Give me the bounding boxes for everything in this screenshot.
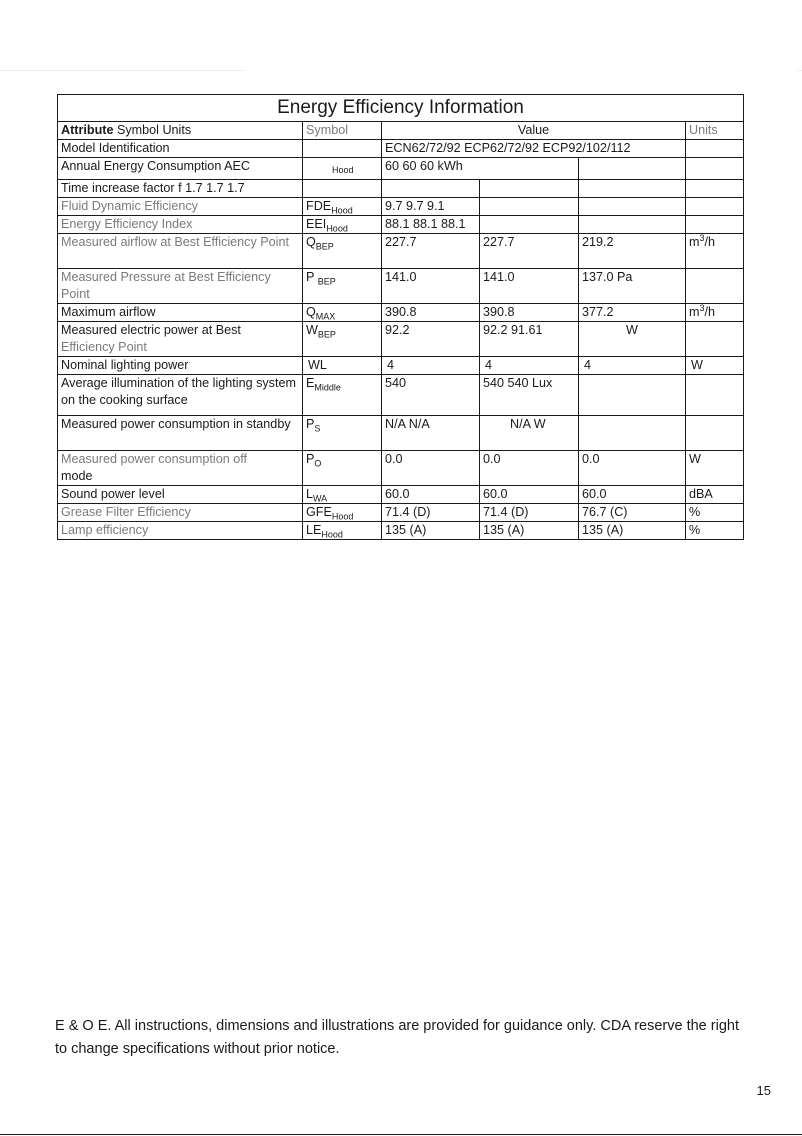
symbol-base: GFE xyxy=(306,505,332,519)
symbol-subscript: Hood xyxy=(332,165,354,175)
row-unit xyxy=(686,216,744,234)
row-value: 60.0 xyxy=(480,486,579,504)
unit-tail: /h xyxy=(704,305,716,319)
top-divider-right xyxy=(798,70,802,71)
table-row xyxy=(58,486,744,504)
row-unit xyxy=(686,269,744,304)
symbol-subscript: Hood xyxy=(321,529,343,540)
row-label: Maximum airflow xyxy=(58,304,303,322)
symbol-subscript: Hood xyxy=(326,223,348,234)
row-value: 390.8 xyxy=(382,304,480,322)
row-symbol xyxy=(303,234,382,269)
disclaimer-text: E & O E. All instructions, dimensions and illustrations are provided for guidance only. CDA reserve the right to change specifications without prior notice. xyxy=(55,1018,739,1057)
row-symbol xyxy=(303,322,382,357)
row-unit xyxy=(686,140,744,158)
symbol-subscript: Middle xyxy=(314,382,341,393)
row-value xyxy=(579,198,686,216)
table-row xyxy=(58,216,744,234)
header-attribute xyxy=(58,122,303,140)
row-label: Measured Pressure at Best Efficiency Point xyxy=(58,269,303,304)
row-symbol xyxy=(303,216,382,234)
row-value: 92.2 91.61 xyxy=(480,322,579,357)
row-symbol xyxy=(303,522,382,540)
row-label xyxy=(58,451,303,486)
row-unit: W xyxy=(686,357,744,375)
row-value: 141.0 xyxy=(382,269,480,304)
row-unit: % xyxy=(686,522,744,540)
label-line-1: Measured electric power at Best xyxy=(61,323,241,337)
header-attribute-rest: Symbol Units xyxy=(116,123,192,137)
model-ids: ECN62/72/92 ECP62/72/92 ECP92/102/112 xyxy=(385,141,631,155)
row-label: Annual Energy Consumption AEC xyxy=(58,158,303,180)
row-value: 92.2 xyxy=(382,322,480,357)
row-symbol xyxy=(303,504,382,522)
table-row xyxy=(58,522,744,540)
row-symbol xyxy=(303,486,382,504)
row-value: W xyxy=(579,322,686,357)
row-label: Model Identification xyxy=(58,140,303,158)
row-value xyxy=(579,180,686,198)
row-value xyxy=(480,180,579,198)
symbol-base: Q xyxy=(306,305,316,319)
row-value: N/A W xyxy=(480,416,579,451)
row-label: Sound power level xyxy=(58,486,303,504)
row-value: 137.0 Pa xyxy=(579,269,686,304)
table-row xyxy=(58,140,744,158)
table-header-row xyxy=(58,122,744,140)
row-value: 135 (A) xyxy=(579,522,686,540)
row-value: 76.7 (C) xyxy=(579,504,686,522)
table-row xyxy=(58,158,744,180)
unit-base: m xyxy=(689,305,700,319)
symbol-base: W xyxy=(306,323,318,337)
table-row xyxy=(58,375,744,416)
table-row xyxy=(58,451,744,486)
row-label: Lamp efficiency xyxy=(58,522,303,540)
row-value: 60.0 xyxy=(579,486,686,504)
row-symbol xyxy=(303,304,382,322)
row-value: 71.4 (D) xyxy=(480,504,579,522)
row-value xyxy=(382,140,686,158)
row-unit: dBA xyxy=(686,486,744,504)
row-value: 0.0 xyxy=(579,451,686,486)
symbol-subscript: MAX xyxy=(315,311,336,322)
symbol-base: P xyxy=(306,417,315,431)
row-value: 540 xyxy=(382,375,480,416)
header-value: Value xyxy=(382,122,686,140)
table-row xyxy=(58,504,744,522)
row-value: 390.8 xyxy=(480,304,579,322)
row-value: 135 (A) xyxy=(382,522,480,540)
symbol-base: EEI xyxy=(306,217,327,231)
table-row xyxy=(58,416,744,451)
row-value: 71.4 (D) xyxy=(382,504,480,522)
row-symbol xyxy=(303,180,382,198)
row-value xyxy=(579,216,686,234)
row-value: 377.2 xyxy=(579,304,686,322)
row-unit xyxy=(686,416,744,451)
row-label: Measured power consumption in standby xyxy=(58,416,303,451)
row-value xyxy=(579,375,686,416)
row-symbol xyxy=(303,140,382,158)
row-unit xyxy=(686,375,744,416)
row-symbol xyxy=(303,158,382,180)
table-row xyxy=(58,234,744,269)
symbol-subscript: BEP xyxy=(317,276,336,287)
unit-superscript: 3 xyxy=(699,233,705,243)
row-value: 141.0 xyxy=(480,269,579,304)
symbol-subscript: O xyxy=(314,458,322,469)
row-value: 4 xyxy=(480,357,579,375)
symbol-base: P xyxy=(306,270,315,284)
symbol-subscript: BEP xyxy=(315,241,334,252)
symbol-base: Q xyxy=(306,235,316,249)
unit-base: m xyxy=(689,235,700,249)
row-value: N/A N/A xyxy=(382,416,480,451)
row-symbol xyxy=(303,375,382,416)
energy-efficiency-table xyxy=(57,94,744,540)
row-value xyxy=(579,416,686,451)
row-symbol: WL xyxy=(303,357,382,375)
row-value xyxy=(579,158,686,180)
table-row xyxy=(58,304,744,322)
row-unit xyxy=(686,180,744,198)
row-unit xyxy=(686,304,744,322)
table-title: Energy Efficiency Information xyxy=(58,95,744,122)
row-label: Time increase factor f 1.7 1.7 1.7 xyxy=(58,180,303,198)
row-label: Energy Efficiency Index xyxy=(58,216,303,234)
symbol-subscript: Hood xyxy=(331,205,353,216)
symbol-base: L xyxy=(306,487,314,501)
row-unit xyxy=(686,322,744,357)
row-label: Average illumination of the lighting system on the cooking surface xyxy=(58,375,303,416)
header-attribute-bold: Attribute xyxy=(61,123,114,137)
symbol-subscript: WA xyxy=(313,493,328,504)
row-label: Nominal lighting power xyxy=(58,357,303,375)
symbol-subscript: S xyxy=(314,423,321,434)
table-row xyxy=(58,269,744,304)
bottom-divider xyxy=(0,1134,802,1135)
row-value: 135 (A) xyxy=(480,522,579,540)
row-value xyxy=(480,198,579,216)
unit-tail: /h xyxy=(704,235,716,249)
row-value xyxy=(480,216,579,234)
label-line-1: Measured power consumption off xyxy=(61,452,247,466)
row-value xyxy=(382,180,480,198)
table-title-row xyxy=(58,95,744,122)
symbol-base: LE xyxy=(306,523,322,537)
row-unit xyxy=(686,158,744,180)
table-row xyxy=(58,198,744,216)
row-unit xyxy=(686,198,744,216)
row-value: 227.7 xyxy=(382,234,480,269)
table-row xyxy=(58,180,744,198)
row-value: 60.0 xyxy=(382,486,480,504)
label-line-2: Efficiency Point xyxy=(61,340,147,354)
header-units: Units xyxy=(686,122,744,140)
table-row xyxy=(58,322,744,357)
row-value: 4 xyxy=(382,357,480,375)
symbol-base: FDE xyxy=(306,199,332,213)
row-unit: % xyxy=(686,504,744,522)
row-label: Measured airflow at Best Efficiency Point xyxy=(58,234,303,269)
row-value: 60 60 60 kWh xyxy=(382,158,579,180)
row-label xyxy=(58,322,303,357)
symbol-base: E xyxy=(306,376,315,390)
row-symbol xyxy=(303,416,382,451)
row-value: 540 540 Lux xyxy=(480,375,579,416)
row-value: 0.0 xyxy=(480,451,579,486)
symbol-base: P xyxy=(306,452,315,466)
page-number: 15 xyxy=(756,1083,771,1098)
row-symbol xyxy=(303,198,382,216)
row-value: 0.0 xyxy=(382,451,480,486)
label-line-2: mode xyxy=(61,469,93,483)
row-value: 9.7 9.7 9.1 xyxy=(382,198,480,216)
row-unit xyxy=(686,234,744,269)
row-label: Grease Filter Efficiency xyxy=(58,504,303,522)
row-symbol xyxy=(303,269,382,304)
row-symbol xyxy=(303,451,382,486)
symbol-subscript: Hood xyxy=(331,511,354,522)
row-value: 88.1 88.1 88.1 xyxy=(382,216,480,234)
row-unit: W xyxy=(686,451,744,486)
row-value: 219.2 xyxy=(579,234,686,269)
top-divider xyxy=(0,70,245,71)
unit-superscript: 3 xyxy=(699,303,705,313)
row-value: 227.7 xyxy=(480,234,579,269)
symbol-subscript: BEP xyxy=(317,329,336,340)
row-label: Fluid Dynamic Efficiency xyxy=(58,198,303,216)
row-value: 4 xyxy=(579,357,686,375)
table-row xyxy=(58,357,744,375)
header-symbol: Symbol xyxy=(303,122,382,140)
